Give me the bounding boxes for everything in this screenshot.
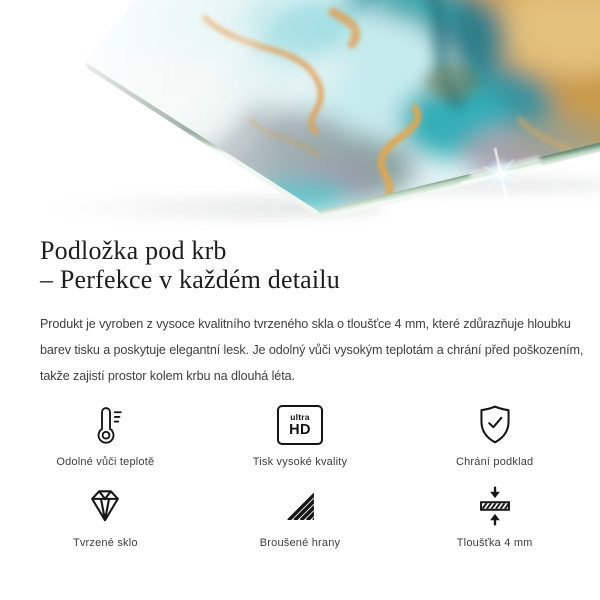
polished-edges-icon (281, 488, 319, 524)
feature-item-protects-surface (397, 402, 592, 468)
feature-label: Broušené hrany (259, 537, 341, 549)
feature-item-polished-edges (203, 483, 398, 549)
feature-grid (8, 402, 592, 549)
feature-label: Chrání podklad (455, 456, 534, 468)
page-title-line1: Podložka pod krb (40, 236, 227, 265)
product-description (40, 311, 582, 389)
feature-label: Tvrzené sklo (72, 537, 138, 549)
feature-item-print-quality (203, 402, 398, 468)
feature-label: Tisk vysoké kvality (252, 456, 348, 468)
page-title (40, 236, 582, 294)
description-line: takže zajistí prostor kolem krbu na dlouhá léta. (40, 369, 295, 383)
shield-check-icon (476, 404, 514, 447)
feature-item-thickness (397, 483, 592, 549)
description-line: barev tisku a poskytuje elegantní lesk. Je odolný vůči vysokým teplotám a chrání před poškozením, (40, 343, 584, 357)
feature-label: Odolné vůči teplotě (56, 456, 155, 468)
product-description-section (40, 236, 582, 389)
thickness-arrows-icon (477, 485, 513, 527)
feature-item-tempered-glass (8, 483, 203, 549)
ultra-hd-icon: ultra HD (277, 405, 323, 445)
feature-label: Tloušťka 4 mm (456, 537, 533, 549)
page-title-line2: – Perfekce v každém detailu (40, 265, 340, 294)
diamond-icon (84, 487, 126, 525)
description-line: Produkt je vyroben z vysoce kvalitního tvrzeného skla o tloušťce 4 mm, které zdůrazňuje hloubku (40, 317, 571, 331)
thermometer-icon (88, 404, 122, 446)
product-hero-image (0, 0, 600, 230)
feature-item-heat-resistant (8, 402, 203, 468)
